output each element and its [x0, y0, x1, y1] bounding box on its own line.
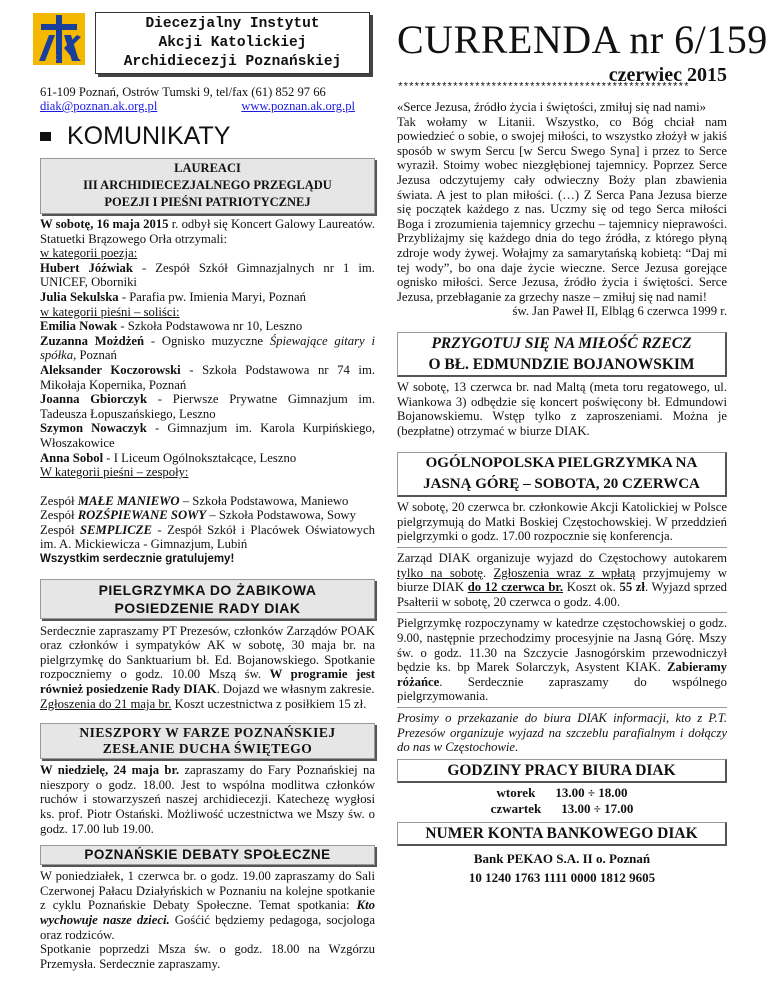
org-line-3: Archidiecezji Poznańskiej — [123, 54, 342, 70]
section-title: KOMUNIKATY — [40, 123, 230, 149]
nieszpory-body: W niedzielę, 24 maja br. zapraszamy do Fary Poznańskiej na nieszpory o godz. 18.00. Jest to wspólna modlitwa członków ruchów i stowarzyszeń naszej archidiecezji. Katechezę wygłosi ks. prof. Piotr Ostański. Możliwość uczestnictwa we Mszy św. o godz. 17.00 lub 19.00. — [40, 763, 375, 836]
address: 61-109 Poznań, Ostrów Tumski 9, tel/fax (61) 852 97 66 — [40, 85, 326, 99]
issue-date: czerwiec 2015 — [608, 64, 727, 86]
left-column — [40, 158, 375, 971]
laureaci-body: W sobotę, 16 maja 2015 r. odbył się Koncert Galowy Laureatów. Statuetki Brązowego Orła otrzymali: w kategorii poezja: Hubert Jóźwiak - Zespół Szkół Gimnazjalnych nr 1 im. UNICEF, Oborniki Julia Sekulska - Parafia pw. Imienia Maryi, Poznań w kategorii pieśni – soliści: Emilia Nowak - Szkoła Podstawowa nr 10, Leszno Zuzanna Możdżeń - Ognisko muzyczne Śpiewające gitary i spółka, Poznań Aleksander Koczorowski - Szkoła Podstawowa nr 74 im. Mikołaja Kopernika, Poznań Joanna Gbiorczyk - Pierwsze Prywatne Gimnazjum im. Tadeusza Łopuszańskiego, Leszno Szymon Nowaczyk - Gimnazjum im. Karola Kurpińskiego, Włoszakowice Anna Sobol - I Liceum Ogólnokształcące, Leszno W kategorii pieśni – zespoły: Zespół MAŁE MANIEWO – Szkoła Podstawowa, Maniewo Zespół ROZŚPIEWANE SOWY – Szkoła Podstawowa, Sowy Zespół SEMPLICZE - Zespół Szkół i Placówek Oświatowych im. A. Mickiewicza - Gimnazjum, Lubiń Wszystkim serdecznie gratulujemy! — [40, 217, 375, 566]
hours-row: wtorek 13.00 ÷ 18.00 — [496, 784, 628, 800]
zabikowo-body: Serdecznie zapraszamy PT Prezesów, członków Zarządów POAK oraz członków i sympatyków AK w sobotę, 30 maja br. na pielgrzymkę do Sanktuarium bł. Ed. Bojanowskiego. Spotkanie rozpoczniemy o godz. 10.00 Mszą św. W programie jest również posiedzenie Rady DIAK. Dojazd we własnym zakresie. Zgłoszenia do 21 maja br. Koszt uczestnictwa z posiłkiem 15 zł. — [40, 623, 375, 711]
website-link[interactable]: www.poznan.ak.org.pl — [241, 99, 355, 113]
koncert-header: PRZYGOTUJ SIĘ NA MIŁOŚĆ RZECZ O BŁ. EDMUNDZIE BOJANOWSKIM — [397, 332, 727, 377]
jasna-gora-header: OGÓLNOPOLSKA PIELGRZYMKA NA JASNĄ GÓRĘ – SOBOTA, 20 CZERWCA — [397, 452, 727, 497]
right-column — [397, 100, 727, 887]
koncert-body: W sobotę, 13 czerwca br. nad Maltą (meta toru regatowego, ul. Wiankowa 3) odbędzie się koncert poświęcony bł. Edmundowi Bojanowskiemu. Wstęp tylko z zaproszeniami. Można je (bezpłatne) otrzymać w biurze DIAK. — [397, 379, 727, 438]
bullet-square-icon — [40, 132, 51, 141]
svg-text:AK: AK — [47, 55, 58, 62]
laureaci-header: LAUREACI III ARCHIDIECEZJALNEGO PRZEGLĄDU POEZJI I PIEŚNI PATRIOTYCZNEJ — [40, 158, 375, 214]
debaty-body: W poniedziałek, 1 czerwca br. o godz. 19.00 zapraszamy do Sali Czerwonej Pałacu Działyńskich w Poznaniu na kolejne spotkanie z cyklu Poznańskie Debaty Społeczne. Temat spotkania: Kto wychowuje nasze dzieci. Gośćić będziemy pedagoga, socjologa oraz rodziców. Spotkanie poprzedzi Msza św. o godz. 18.00 na Wzgórzu Przemysła. Serdecznie zapraszamy. — [40, 869, 375, 971]
hours-header: GODZINY PRACY BIURA DIAK — [397, 759, 727, 783]
contact-info — [40, 85, 375, 113]
jasna-gora-p2: Zarząd DIAK organizuje wyjazd do Częstochowy autokarem tylko na sobotę. Zgłoszenia wraz z wpłatą przyjmujemy w biurze DIAK do 12 czerwca br. Koszt ok. 55 zł. Wyjazd sprzed Psałterii w sobotę, 20 czerwca o godz. 4.00. — [397, 551, 727, 609]
bank-header: NUMER KONTA BANKOWEGO DIAK — [397, 822, 727, 846]
org-line-2: Akcji Katolickiej — [158, 35, 307, 51]
jasna-gora-p3: Pielgrzymkę rozpoczynamy w katedrze częstochowskiej o godz. 9.00, następnie przechodzimy procesyjnie na Jasną Górę. Mszy św. o godz. 11.30 na Szczycie Jasnogórskim przewodniczył będzie ks. bp Marek Solarczyk, Asystent KIAK. Zabieramy różańce. Serdecznie zapraszamy do wspólnego pielgrzymowania. — [397, 616, 727, 704]
jasna-gora-p1: W sobotę, 20 czerwca br. członkowie Akcji Katolickiej w Polsce pielgrzymują do Matki Boskiej Częstochowskiej. W przeddzień pielgrzymki o godz. 17.00 rozpocznie się konferencja. — [397, 500, 727, 544]
zabikowo-header: PIELGRZYMKA DO ŻABIKOWA POSIEDZENIE RADY DIAK — [40, 579, 375, 619]
ak-logo — [33, 13, 85, 65]
nieszpory-header: NIESZPORY W FARZE POZNAŃSKIEJ ZESŁANIE DUCHA ŚWIĘTEGO — [40, 723, 375, 759]
stars-divider: ***************************************************** — [397, 82, 689, 94]
hours-row: czwartek 13.00 ÷ 17.00 — [490, 800, 634, 816]
org-line-1: Diecezjalny Instytut — [145, 16, 320, 32]
bank-name: Bank PEKAO S.A. II o. Poznań — [473, 850, 651, 866]
organization-box — [95, 12, 370, 74]
debaty-header: POZNAŃSKIE DEBATY SPOŁECZNE — [40, 845, 375, 865]
quote-author: św. Jan Paweł II, Elbląg 6 czerwca 1999 r. — [512, 304, 727, 319]
newsletter-title: CURRENDA nr 6/159 — [397, 17, 768, 62]
email-link[interactable]: diak@poznan.ak.org.pl — [40, 99, 158, 113]
jasna-gora-p4: Prosimy o przekazanie do biura DIAK informacji, kto z P.T. Prezesów organizuje wyjazd na szczeblu parafialnym i dołączy do nas w Częstochowie. — [397, 711, 727, 755]
quote-text: «Serce Jezusa, źródło życia i świętości, zmiłuj się nad nami» Tak wołamy w Litanii. Wszystko, co Bóg chciał nam powiedzieć o sobie, o swojej miłości, to wszystko złożył w jakiś sposób w swym Sercu [w Sercu Swego Syna] i przez to Serce wyraził. Stoimy wobec niezgłębionej tajemnicy. Poprzez Serce Jezusa odczytujemy cały odwieczny Boży plan zbawienia świata. A jest to plan miłości. (…) Z Serca Pana Jezusa bierze się początek każdego z nas. Uczmy się od tego Serca miłości Boga i zrozumienia tajemnicy grzechu – tajemnicy nieprawości. Przybliżajmy się każdego dnia do tego źródła, z którego płyną zdroje wody żywej. Wołajmy za samarytańską kobietą: “Daj mi tej wody”, bo ona daje życie wieczne. Serce Jezusa gorejące ognisko miłości. Serce Jezusa, źródło życia i świętości. Serce Jezusa, przebłaganie za grzechy nasze – zmiłuj się nad nami! — [397, 100, 727, 304]
bank-account-number: 10 1240 1763 1111 0000 1812 9605 — [468, 869, 656, 885]
